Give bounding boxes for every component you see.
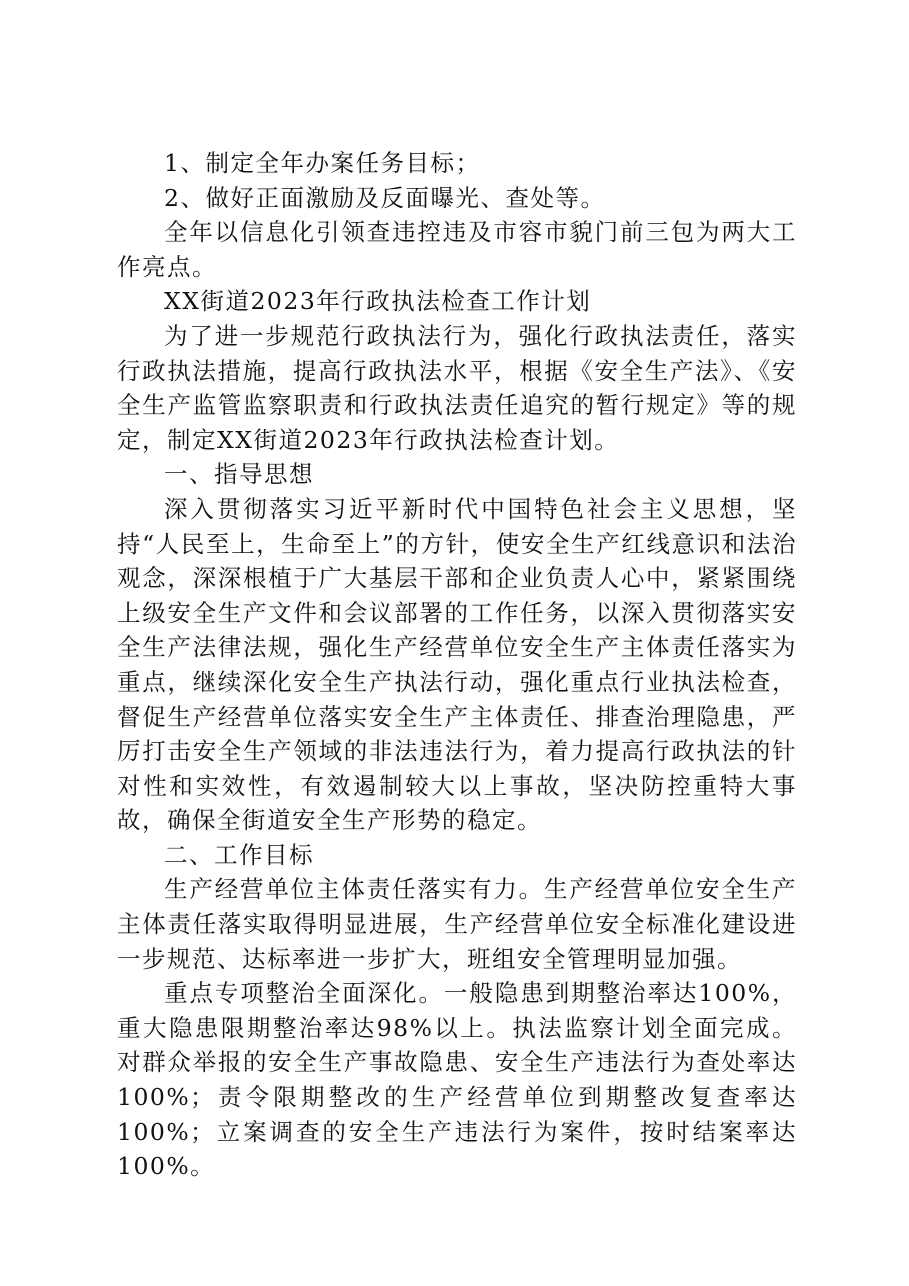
list-item-incentive: 2、做好正面激励及反面曝光、查处等。 bbox=[164, 183, 606, 212]
document-title: XX街道2023年行政执法检查工作计划 bbox=[164, 287, 592, 316]
section-heading-guiding-thought: 一、指导思想 bbox=[164, 460, 314, 489]
section-heading-work-goals: 二、工作目标 bbox=[164, 840, 314, 869]
document-body bbox=[117, 146, 797, 1184]
paragraph-guiding-thought: 深入贯彻落实习近平新时代中国特色社会主义思想，坚持“人民至上，生命至上”的方针，使安全生产红线意识和法治观念，深深根植于广大基层干部和企业负责人心中，紧紧围绕上级安全生产文件和会议部署的工作任务，以深入贯彻落实安全生产法律法规，强化生产经营单位安全生产主体责任落实为重点，继续深化安全生产执法行动，强化重点行业执法检查，督促生产经营单位落实安全生产主体责任、排查治理隐患，严厉打击安全生产领域的非法违法行为，着力提高行政执法的针对性和实效性，有效遏制较大以上事故，坚决防控重特大事故，确保全街道安全生产形势的稳定。 bbox=[117, 494, 797, 835]
paragraph-responsibility: 生产经营单位主体责任落实有力。生产经营单位安全生产主体责任落实取得明显进展，生产经营单位安全标准化建设进一步规范、达标率进一步扩大，班组安全管理明显加强。 bbox=[117, 875, 797, 973]
paragraph-rectification: 重点专项整治全面深化。一般隐患到期整治率达100%，重大隐患限期整治率达98%以上。执法监察计划全面完成。对群众举报的安全生产事故隐患、安全生产违法行为查处率达100%；责令限期整改的生产经营单位到期整改复查率达100%；立案调查的安全生产违法行为案件，按时结案率达100%。 bbox=[117, 979, 797, 1181]
list-item-task-target: 1、制定全年办案任务目标； bbox=[164, 149, 481, 177]
paragraph-highlights: 全年以信息化引领查违控违及市容市貌门前三包为两大工作亮点。 bbox=[117, 218, 797, 281]
paragraph-intro: 为了进一步规范行政执法行为，强化行政执法责任，落实行政执法措施，提高行政执法水平，根据《安全生产法》、《安全生产监管监察职责和行政执法责任追究的暂行规定》等的规定，制定XX街道2023年行政执法检查计划。 bbox=[117, 321, 797, 454]
